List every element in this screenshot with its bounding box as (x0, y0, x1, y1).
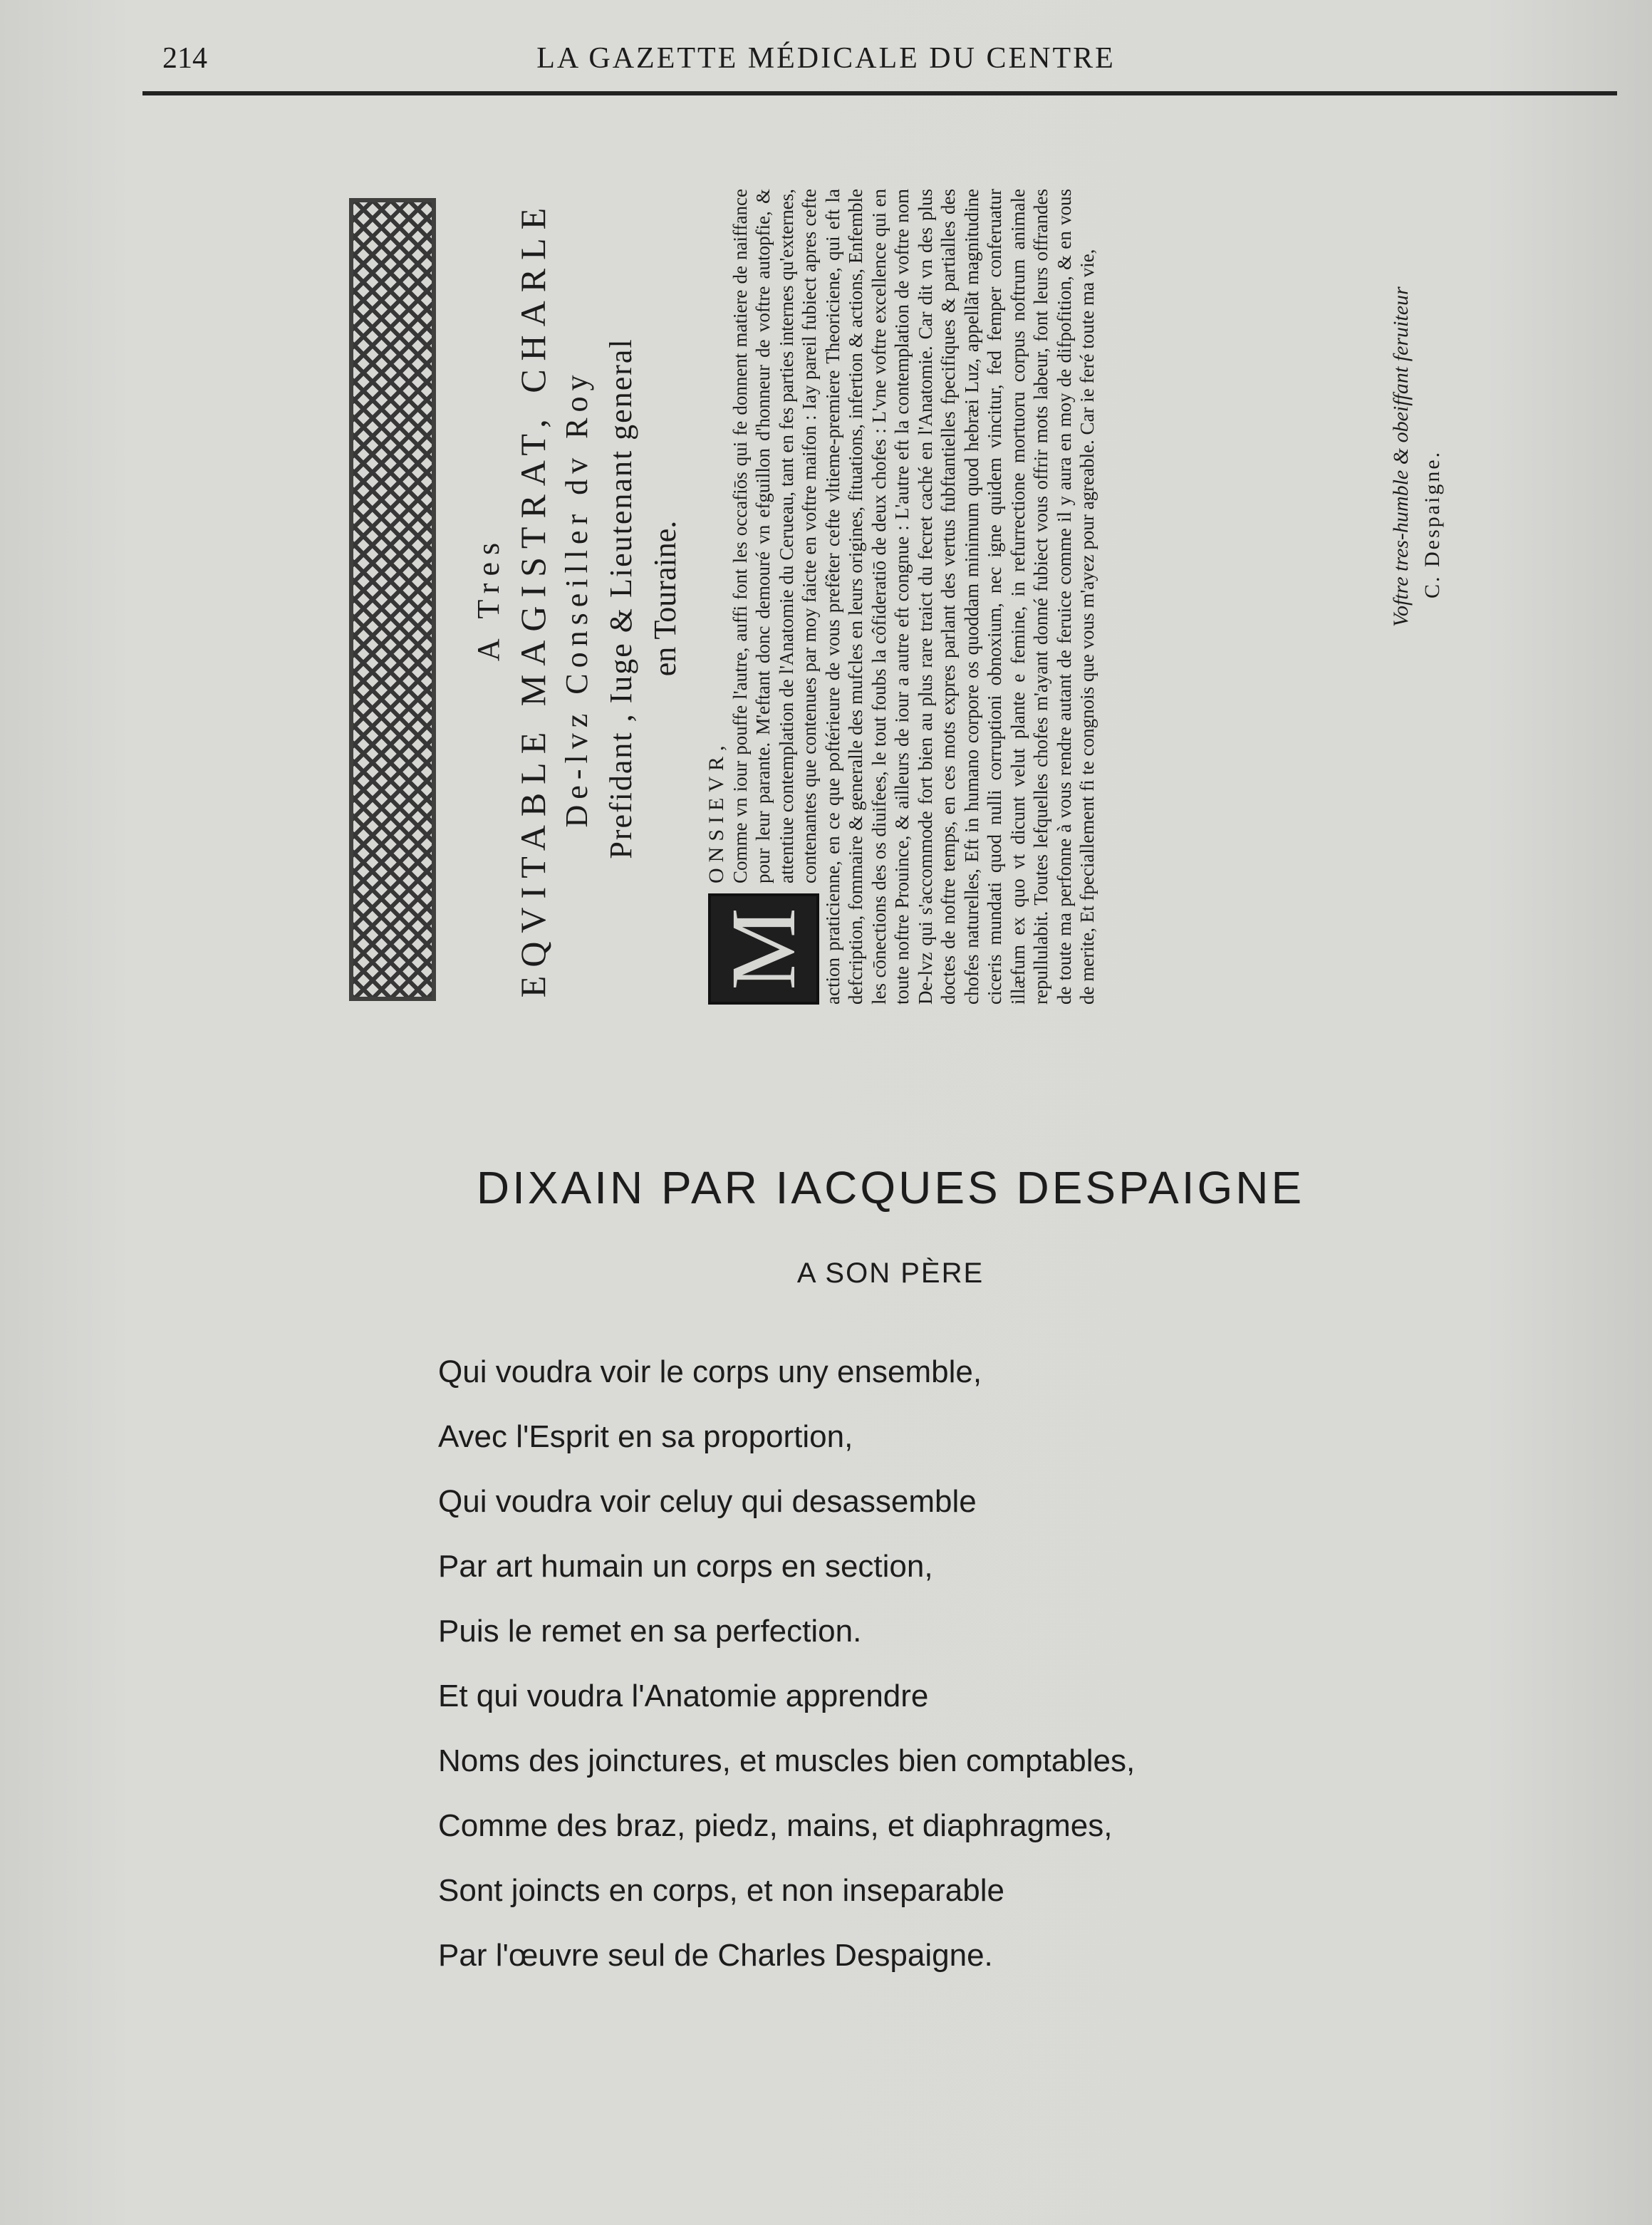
poem-line: Par art humain un corps en section, (438, 1549, 933, 1584)
poem-line: Sont joincts en corps, et non inseparable (438, 1873, 1004, 1908)
poem-body (438, 1354, 1435, 2002)
poem-line: Comme des braz, piedz, mains, et diaphragmes, (438, 1808, 1113, 1843)
dedication-line-5: en Touraine. (648, 520, 682, 677)
dedicatory-letter (705, 189, 1099, 1005)
poem-line: Puis le remet en sa perfection. (438, 1614, 862, 1649)
dedication-line-4: Prefidant , Iuge & Lieutenant general (603, 338, 638, 859)
page-number: 214 (162, 42, 207, 75)
poem-title: DIXAIN PAR IACQUES DESPAIGNE (476, 1162, 1305, 1213)
dedication-line-2: EQVITABLE MAGISTRAT, CHARLE (513, 199, 553, 998)
letter-closing (1386, 185, 1448, 627)
dedication-line-3: De-lvz Conseiller dv Roy (559, 369, 594, 828)
poem-line: Par l'œuvre seul de Charles Despaigne. (438, 1938, 993, 1973)
signature: C. Despaigne. (1420, 450, 1444, 598)
poem-line: Qui voudra voir celuy qui desassemble (438, 1484, 977, 1519)
poem-line: Et qui voudra l'Anatomie apprendre (438, 1679, 929, 1713)
dedication-line-1: A Tres (471, 535, 506, 662)
header-rule (142, 91, 1617, 95)
dedication-block (467, 192, 687, 1005)
closing-line: Voftre tres-humble & obeiffant feruiteur (1389, 286, 1413, 627)
poem-subtitle: A SON PÈRE (796, 1257, 985, 1289)
letter-salutation: ONSIEVR, (705, 740, 728, 883)
drop-cap: M (708, 893, 819, 1005)
poem-line: Noms des joinctures, et muscles bien comptables, (438, 1743, 1136, 1778)
running-title: LA GAZETTE MÉDICALE DU CENTRE (536, 42, 1116, 75)
poem-line: Qui voudra voir le corps uny ensemble, (438, 1354, 982, 1389)
letter-body: Comme vn iour pouffe l'autre, auffi font les occafiōs qui fe donnent matiere de naiffance pour leur parante. M'eftant donc demouré vn efguillon d'honneur de voftre autopfie, & attentiue contemplation de l'Anatomie du Cerueau, tant en fes parties internes qu'externes, contenantes que contenues par moy faicte en voftre maifon : Iay pareil fubiect apres cefte action praticienne, en ce que poftérieure de vous prefêter cefte vltieme-premiere Theoriciene, qui eft la defcription, fommaire & generalle des mufcles en leurs origines, fituations, infertion & actions, Enfemble les cōnections des os diuifees, le tout foubs la côfideratiō de deux chofes : L'vne voftre excellence qui en toute noftre Prouince, & ailleurs de iour a autre eft congnue : L'autre eft la contemplation de voftre nom De-lvz qui s'accommode fort bien au plus rare traict du fecret caché en l'Anatomie. Car dit vn des plus doctes de noftre temps, en ces mots expres parlant des vertus fubftantielles fpecifiques & partialles des chofes naturelles, Eft in humano corpore os quoddam minimum quod hebræi Luz, appellãt magnitudine ciceris mundati quod nulli corruptioni obnoxium, nec igne quidem vincitur, fed femper conferuatur illæfum ex quo vt dicunt velut plante e femine, in refurrectione mortuoru corpus noftrum animale repullulabit. Toutes lefquelles chofes m'ayant donné fubiect vous offrir mots labeur, font leurs offrandes de toute ma perfonne à vous rendre autant de feruice comme il y aura en moy de difpofition, & en vous de merite, Et fpeciallement fi te congnois que vous m'ayez pour agreable. Car ie feré toute ma vie, (729, 189, 1098, 1005)
ornamental-border-band (349, 198, 436, 1001)
poem-line: Avec l'Esprit en sa proportion, (438, 1419, 853, 1454)
